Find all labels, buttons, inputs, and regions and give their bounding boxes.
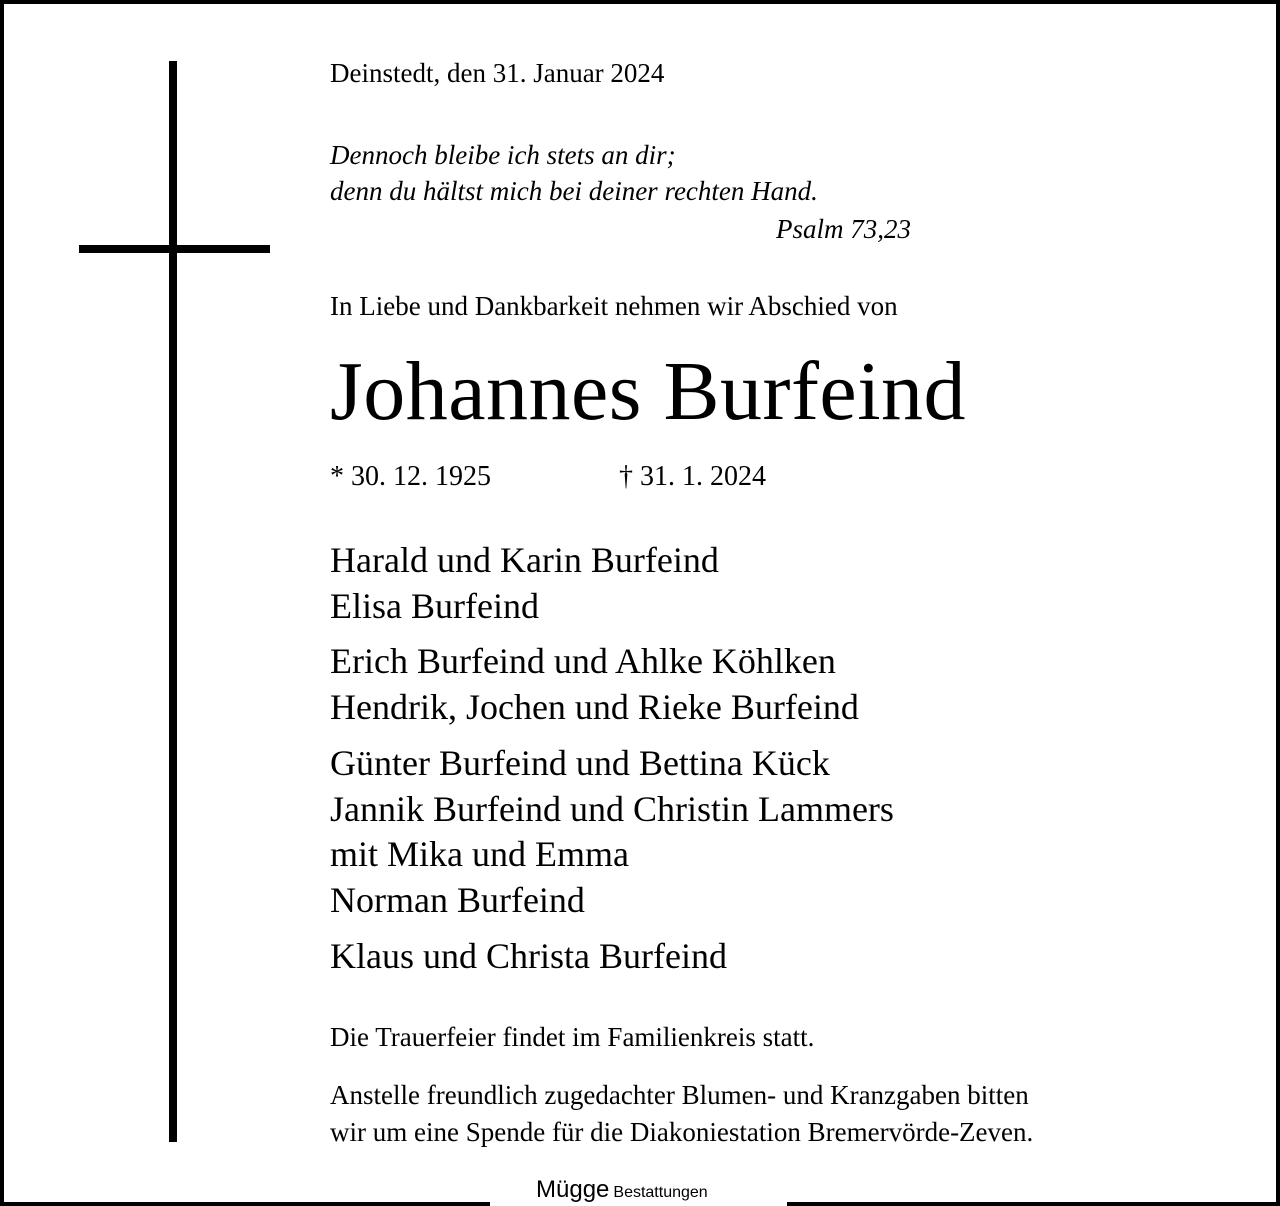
mourner-line: mit Mika und Emma — [330, 834, 629, 874]
mourner-line: Klaus und Christa Burfeind — [330, 936, 727, 976]
mourner-line: Harald und Karin Burfeind — [330, 540, 719, 580]
undertaker-credit — [536, 1178, 708, 1202]
place-date: Deinstedt, den 31. Januar 2024 — [330, 58, 665, 88]
mourner-line: Hendrik, Jochen und Rieke Burfeind — [330, 687, 859, 727]
donation-note-line-2: wir um eine Spende für die Diakoniestation Bremervörde-Zeven. — [330, 1117, 1034, 1147]
cross-vertical-bar — [169, 61, 177, 1142]
undertaker-subtitle: Bestattungen — [613, 1184, 708, 1201]
mourner-line: Jannik Burfeind und Christin Lammers — [330, 789, 894, 829]
verse-reference: Psalm 73,23 — [776, 214, 911, 244]
verse-line-1: Dennoch bleibe ich stets an dir; — [330, 140, 676, 170]
birth-date: * 30. 12. 1925 — [330, 461, 491, 492]
mourner-line: Günter Burfeind und Bettina Kück — [330, 743, 830, 783]
donation-note-line-1: Anstelle freundlich zugedachter Blumen- und Kranzgaben bitten — [330, 1080, 1029, 1110]
cross-horizontal-bar — [79, 245, 270, 253]
mourner-line: Elisa Burfeind — [330, 586, 539, 626]
verse-line-2: denn du hältst mich bei deiner rechten Hand. — [330, 176, 818, 206]
intro-text: In Liebe und Dankbarkeit nehmen wir Abschied von — [330, 291, 898, 321]
mourner-line: Erich Burfeind und Ahlke Köhlken — [330, 641, 836, 681]
mourner-line: Norman Burfeind — [330, 880, 585, 920]
funeral-note: Die Trauerfeier findet im Familienkreis statt. — [330, 1022, 815, 1052]
deceased-name: Johannes Burfeind — [330, 345, 967, 438]
undertaker-name: Mügge — [536, 1176, 610, 1203]
death-date: † 31. 1. 2024 — [619, 461, 766, 492]
